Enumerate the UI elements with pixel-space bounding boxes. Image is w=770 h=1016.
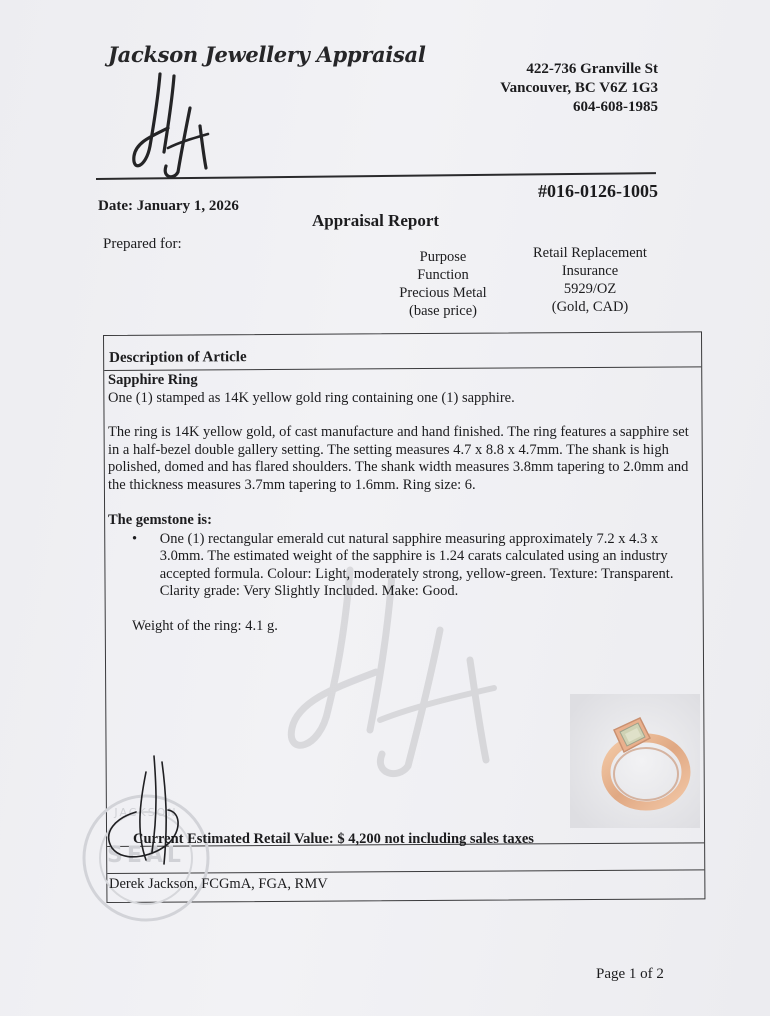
item-name: Sapphire Ring — [108, 372, 198, 388]
page-number: Page 1 of 2 — [596, 966, 664, 982]
address-line-2: Vancouver, BC V6Z 1G3 — [500, 80, 658, 96]
company-name: Jackson Jewellery Appraisal — [108, 42, 426, 67]
address-line-1: 422-736 Granville St — [526, 61, 658, 77]
description-header-divider — [104, 366, 701, 371]
handwritten-signature — [96, 752, 206, 872]
company-phone: 604-608-1985 — [573, 99, 658, 115]
retail-value: Current Estimated Retail Value: $ 4,200 not including sales taxes — [133, 831, 534, 847]
description-content — [108, 372, 694, 635]
report-number: #016-0126-1005 — [538, 181, 658, 201]
item-summary: One (1) stamped as 14K yellow gold ring containing one (1) sapphire. — [108, 389, 515, 406]
seal-ring-text: JACKSON — [114, 806, 178, 819]
bullet-icon: • — [132, 530, 138, 547]
jj-monogram-logo — [128, 68, 218, 180]
report-date: Date: January 1, 2026 — [98, 198, 239, 214]
gemstone-bullet — [108, 531, 694, 601]
gemstone-description: One (1) rectangular emerald cut natural sapphire measuring approximately 7.2 x 4.3 x 3.0mm. The estimated weight of the sapphire is 1.24 carats calculated using an industry accepted formula. Colour: Light, moderately strong, yellow-green. Texture: Transparent. Clarity grade: Very Slightly Included. Make: Good. — [159, 530, 674, 599]
meta-value-metal-price: 5929/OZ — [563, 281, 617, 297]
meta-label-function: Function — [417, 267, 469, 283]
company-address — [500, 60, 658, 117]
meta-value-purpose: Retail Replacement — [533, 245, 647, 261]
meta-label-precious-metal: Precious Metal — [399, 285, 487, 301]
meta-label-purpose: Purpose — [419, 249, 467, 265]
meta-labels — [390, 248, 496, 320]
gemstone-heading: The gemstone is: — [108, 512, 212, 528]
ring-image — [570, 694, 700, 828]
meta-value-function: Insurance — [561, 263, 619, 279]
report-title: Appraisal Report — [312, 211, 440, 230]
meta-label-base-price: (base price) — [408, 303, 478, 319]
meta-value-currency: (Gold, CAD) — [551, 299, 629, 315]
ring-weight: Weight of the ring: 4.1 g. — [132, 617, 278, 634]
ring-photo — [570, 694, 700, 828]
seal-text: SEAL — [107, 843, 185, 868]
item-body: The ring is 14K yellow gold, of cast manufacture and hand finished. The ring features a sapphire set in a half-bezel double gallery setting. The setting measures 4.7 x 8.8 x 4.7mm. The shank is high polished, domed and has flared shoulders. The shank width measures 3.8mm tapering to 2.0mm and the thickness measures 3.7mm tapering to 1.6mm. Ring size: 6. — [108, 424, 689, 493]
meta-values — [520, 244, 660, 316]
description-section-title: Description of Article — [109, 349, 247, 366]
prepared-for-label: Prepared for: — [103, 236, 182, 252]
appraiser-name: Derek Jackson, FCGmA, FGA, RMV — [109, 876, 328, 892]
